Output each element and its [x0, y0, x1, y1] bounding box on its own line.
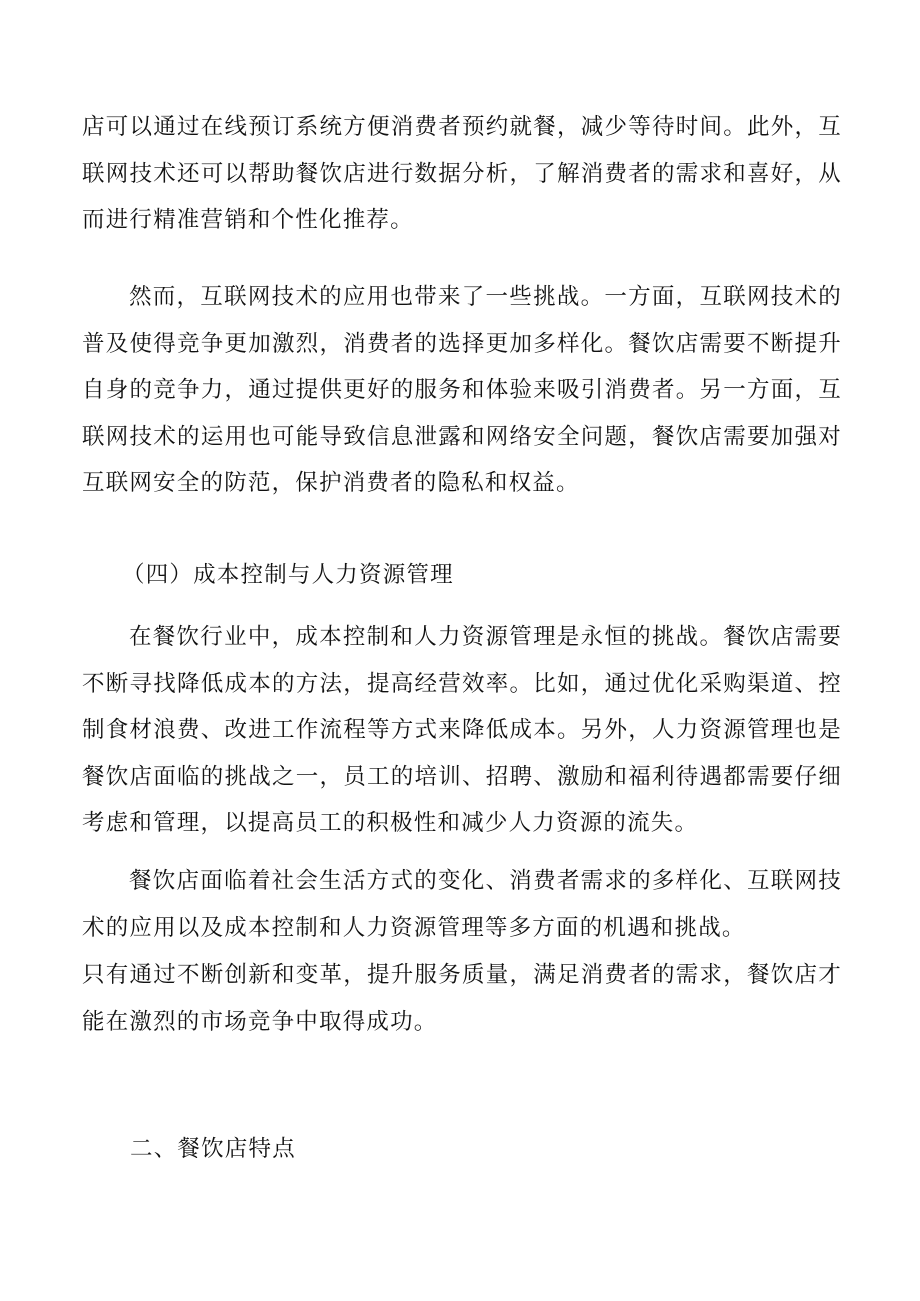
chapter-heading-restaurant-features: 二、餐饮店特点 [130, 1136, 296, 1162]
paragraph-internet-challenges: 然而，互联网技术的应用也带来了一些挑战。一方面，互联网技术的普及使得竞争更加激烈，消费者的选择更加多样化。餐饮店需要不断提升自身的竞争力，通过提供更好的服务和体验来吸引消费者。另一方面，互联网技术的运用也可能导致信息泄露和网络安全问题，餐饮店需要加强对互联网安全的防范，保护消费者的隐私和权益。 [82, 284, 842, 496]
paragraph-internet-opportunities: 店可以通过在线预订系统方便消费者预约就餐，减少等待时间。此外，互联网技术还可以帮助餐饮店进行数据分析，了解消费者的需求和喜好，从而进行精准营销和个性化推荐。 [82, 114, 842, 233]
paragraph-conclusion: 只有通过不断创新和变革，提升服务质量，满足消费者的需求，餐饮店才能在激烈的市场竞争中取得成功。 [82, 962, 842, 1035]
paragraph-summary: 餐饮店面临着社会生活方式的变化、消费者需求的多样化、互联网技术的应用以及成本控制和人力资源管理等多方面的机遇和挑战。 [82, 868, 842, 941]
section-heading-cost-hr: （四）成本控制与人力资源管理 [122, 562, 454, 588]
paragraph-cost-hr: 在餐饮行业中，成本控制和人力资源管理是永恒的挑战。餐饮店需要不断寻找降低成本的方法，提高经营效率。比如，通过优化采购渠道、控制食材浪费、改进工作流程等方式来降低成本。另外，人力资源管理也是餐饮店面临的挑战之一，员工的培训、招聘、激励和福利待遇都需要仔细考虑和管理，以提高员工的积极性和减少人力资源的流失。 [82, 624, 842, 836]
